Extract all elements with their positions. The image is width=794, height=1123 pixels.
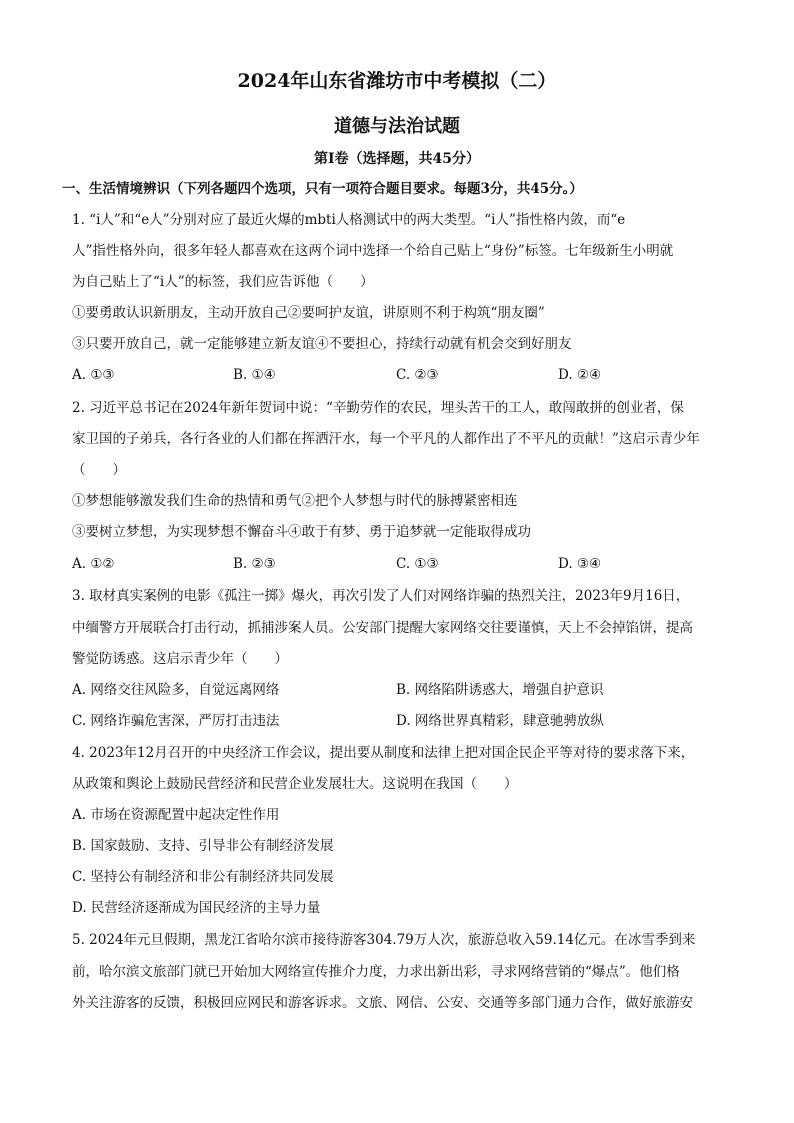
q2-option-c: C. ①③ — [396, 556, 439, 572]
q1-statement: ③只要开放自己，就一定能够建立新友谊④不要担心，持续行动就有机会交到好朋友 — [72, 336, 572, 352]
q1-line: 人”指性格外向，很多年轻人都喜欢在这两个词中选择一个给自己贴上“身份”标签。七年级新生小明就 — [72, 243, 674, 259]
exam-title: 2024年山东省潍坊市中考模拟（二） — [237, 70, 557, 92]
q2-option-a: A. ①② — [72, 556, 115, 572]
q3-option-a: A. 网络交往风险多，自觉远离网络 — [72, 682, 280, 698]
q2-statement: ③要树立梦想，为实现梦想不懈奋斗④敢于有梦、勇于追梦就一定能取得成功 — [72, 524, 531, 540]
q5-line: 前，哈尔滨文旅部门就已开始加大网络宣传推介力度，力求出新出彩，寻求网络营销的“爆点”。他们格 — [72, 964, 680, 980]
q1-option-d: D. ②④ — [558, 367, 602, 383]
q2-line: 2. 习近平总书记在2024年新年贺词中说：“辛勤劳作的农民，埋头苦干的工人，敢闯敢拼的创业者，保 — [72, 400, 684, 416]
q3-line: 警觉防诱惑。这启示青少年（ ） — [72, 651, 288, 667]
q1-line: 为自己贴上了“i人”的标签，我们应告诉他（ ） — [72, 274, 374, 290]
q1-option-b: B. ①④ — [233, 367, 276, 383]
q5-line: 外关注游客的反馈，积极回应网民和游客诉求。文旅、网信、公安、交通等多部门通力合作，做好旅游安 — [72, 995, 693, 1011]
q1-option-a: A. ①③ — [72, 367, 115, 383]
q2-line: 家卫国的子弟兵，各行各业的人们都在挥洒汗水，每一个平凡的人都作出了不平凡的贡献！”这启示青少年 — [72, 431, 700, 447]
q5-line: 5. 2024年元旦假期，黑龙江省哈尔滨市接待游客304.79万人次，旅游总收入59.14亿元。在冰雪季到来 — [72, 932, 696, 948]
q3-option-c: C. 网络诈骗危害深，严厉打击违法 — [72, 713, 280, 729]
q3-option-d: D. 网络世界真精彩，肆意驰骋放纵 — [396, 713, 604, 729]
q4-option-d: D. 民营经济逐渐成为国民经济的主导力量 — [72, 900, 321, 916]
q3-line: 中缅警方开展联合打击行动，抓捕涉案人员。公安部门提醒大家网络交往要谨慎，天上不会掉馅饼，提高 — [72, 620, 693, 636]
q4-line: 从政策和舆论上鼓励民营经济和民营企业发展壮大。这说明在我国（ ） — [72, 776, 518, 792]
part-title: 第Ⅰ卷（选择题，共45分） — [313, 151, 481, 167]
q4-option-b: B. 国家鼓励、支持、引导非公有制经济发展 — [72, 838, 334, 854]
subject-title: 道德与法治试题 — [334, 116, 460, 137]
q1-statement: ①要勇敢认识新朋友，主动开放自己②要呵护友谊，讲原则不利于构筑“朋友圈” — [72, 305, 545, 321]
section-heading: 一、生活情境辨识（下列各题四个选项，只有一项符合题目要求。每题3分，共45分。） — [62, 181, 583, 197]
q2-option-d: D. ③④ — [558, 556, 602, 572]
q1-option-c: C. ②③ — [396, 367, 439, 383]
q2-statement: ①梦想能够激发我们生命的热情和勇气②把个人梦想与时代的脉搏紧密相连 — [72, 493, 518, 509]
q1-line: 1. “i人”和“e人”分别对应了最近火爆的mbti人格测试中的两大类型。“i人”指性格内敛，而“e — [72, 212, 626, 228]
q3-line: 3. 取材真实案例的电影《孤注一掷》爆火，再次引发了人们对网络诈骗的热烈关注，2023年9月16日， — [72, 588, 690, 604]
q2-option-b: B. ②③ — [233, 556, 276, 572]
q4-line: 4. 2023年12月召开的中央经济工作会议，提出要从制度和法律上把对国企民企平等对待的要求落下来， — [72, 745, 695, 761]
q4-option-a: A. 市场在资源配置中起决定性作用 — [72, 807, 280, 823]
q2-line: （ ） — [72, 462, 126, 478]
q4-option-c: C. 坚持公有制经济和非公有制经济共同发展 — [72, 869, 334, 885]
q3-option-b: B. 网络陷阱诱惑大，增强自护意识 — [396, 682, 604, 698]
